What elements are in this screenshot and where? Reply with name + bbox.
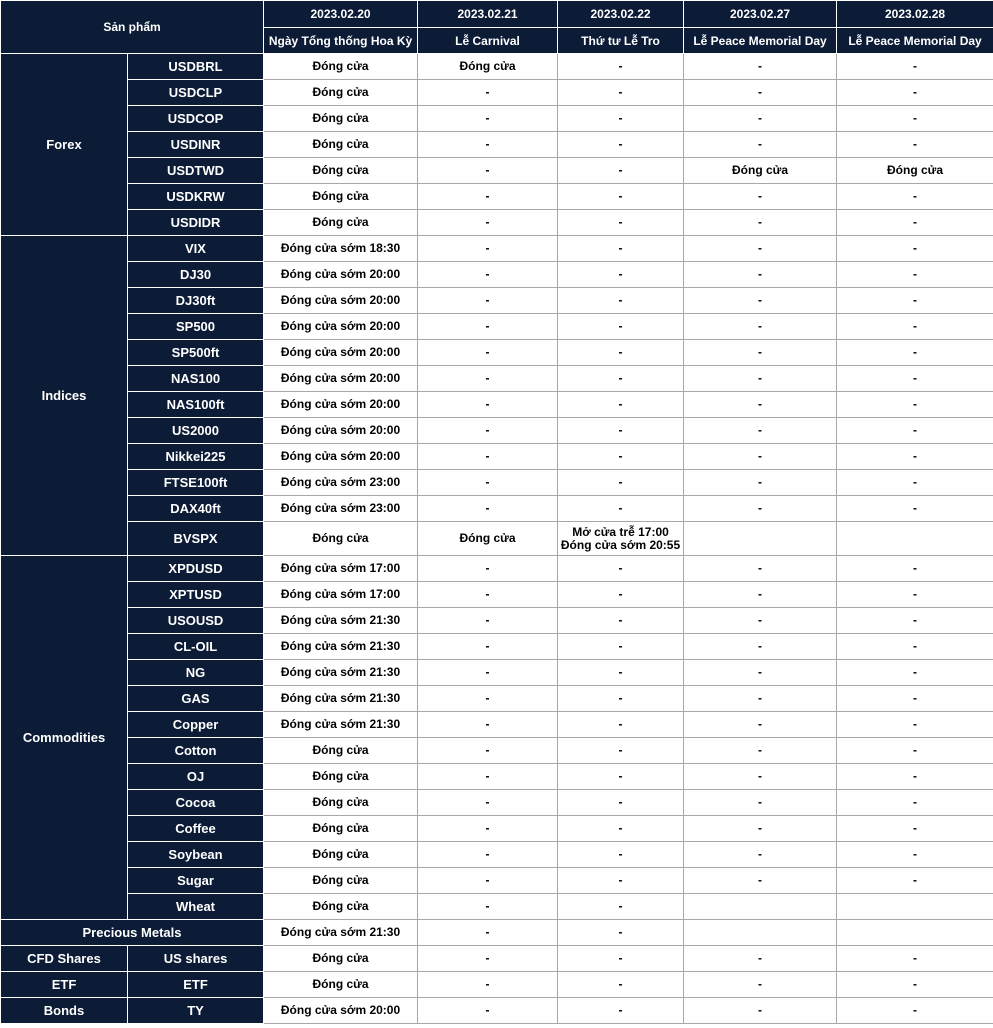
schedule-cell: Đóng cửa sớm 21:30 [264,608,418,634]
table-row [1,184,993,210]
schedule-cell: - [837,842,993,868]
schedule-cell: - [837,340,993,366]
schedule-cell: Đóng cửa [264,738,418,764]
schedule-cell: - [837,998,993,1024]
schedule-cell: - [418,686,558,712]
schedule-cell: - [558,790,684,816]
holiday-header-5: Lễ Peace Memorial Day [837,28,993,54]
schedule-cell: - [837,288,993,314]
product-cell: NG [128,660,264,686]
schedule-cell: - [837,972,993,998]
table-row [1,868,993,894]
table-row [1,314,993,340]
schedule-cell: - [837,106,993,132]
category-cell: Commodities [1,556,128,920]
schedule-cell: - [558,556,684,582]
schedule-cell: - [837,210,993,236]
table-row [1,634,993,660]
schedule-cell: - [684,634,837,660]
schedule-cell: Đóng cửa sớm 20:00 [264,418,418,444]
product-cell: DAX40ft [128,496,264,522]
schedule-cell: - [684,340,837,366]
schedule-cell: - [837,764,993,790]
schedule-cell: - [558,842,684,868]
table-row [1,366,993,392]
date-header-3: 2023.02.22 [558,1,684,28]
schedule-cell: - [558,392,684,418]
product-cell: DJ30 [128,262,264,288]
schedule-cell: - [837,418,993,444]
schedule-cell: - [558,418,684,444]
schedule-cell: - [558,236,684,262]
table-row [1,80,993,106]
schedule-cell: Đóng cửa [264,868,418,894]
schedule-cell: - [684,496,837,522]
date-header-5: 2023.02.28 [837,1,993,28]
product-cell: US shares [128,946,264,972]
schedule-cell: - [418,660,558,686]
schedule-cell: - [558,54,684,80]
schedule-cell: - [418,556,558,582]
product-cell: USDIDR [128,210,264,236]
schedule-cell: - [684,132,837,158]
product-cell: Nikkei225 [128,444,264,470]
schedule-cell: Đóng cửa [264,816,418,842]
schedule-cell: - [418,418,558,444]
schedule-cell: Đóng cửa [264,54,418,80]
schedule-cell [684,894,837,920]
schedule-cell: - [837,444,993,470]
schedule-cell: - [684,444,837,470]
schedule-cell: - [684,842,837,868]
schedule-cell: - [837,314,993,340]
schedule-cell: Đóng cửa [264,184,418,210]
table-row [1,444,993,470]
schedule-cell: - [418,80,558,106]
schedule-cell: - [837,496,993,522]
schedule-cell: Đóng cửa [264,842,418,868]
schedule-cell: - [837,660,993,686]
schedule-cell: - [558,80,684,106]
product-cell: TY [128,998,264,1024]
schedule-cell: - [558,314,684,340]
table-row [1,894,993,920]
schedule-cell: - [558,712,684,738]
table-row [1,340,993,366]
table-row [1,920,993,946]
category-cell: Precious Metals [1,920,264,946]
schedule-cell: - [558,998,684,1024]
schedule-cell: - [558,920,684,946]
holiday-header-3: Thứ tư Lễ Tro [558,28,684,54]
schedule-cell: - [837,184,993,210]
product-cell: OJ [128,764,264,790]
table-row [1,236,993,262]
product-cell: SP500 [128,314,264,340]
schedule-cell: - [418,842,558,868]
schedule-cell: - [684,868,837,894]
schedule-cell: - [684,816,837,842]
product-cell: XPTUSD [128,582,264,608]
table-row [1,418,993,444]
product-cell: Coffee [128,816,264,842]
product-cell: XPDUSD [128,556,264,582]
schedule-cell: Đóng cửa sớm 21:30 [264,712,418,738]
category-cell: ETF [1,972,128,998]
schedule-cell: - [558,946,684,972]
schedule-cell [837,522,993,556]
schedule-cell: - [684,418,837,444]
schedule-cell: - [558,582,684,608]
schedule-cell: - [837,946,993,972]
schedule-cell: Đóng cửa [837,158,993,184]
product-cell: GAS [128,686,264,712]
date-header-4: 2023.02.27 [684,1,837,28]
schedule-cell: - [684,998,837,1024]
product-cell: SP500ft [128,340,264,366]
schedule-cell: - [684,946,837,972]
product-cell: Sugar [128,868,264,894]
product-cell: Copper [128,712,264,738]
schedule-cell: - [558,262,684,288]
schedule-cell: Đóng cửa sớm 20:00 [264,392,418,418]
product-cell: NAS100ft [128,392,264,418]
schedule-cell: - [837,582,993,608]
table-row [1,106,993,132]
schedule-cell: - [684,764,837,790]
schedule-cell: - [558,132,684,158]
product-cell: Cotton [128,738,264,764]
schedule-cell: Đóng cửa [418,54,558,80]
category-cell: Indices [1,236,128,556]
schedule-cell: - [418,262,558,288]
schedule-cell: - [558,816,684,842]
schedule-cell: Đóng cửa [264,158,418,184]
schedule-cell: - [558,106,684,132]
schedule-cell: - [837,790,993,816]
schedule-cell: Mở cửa trễ 17:00 Đóng cửa sớm 20:55 [558,522,684,556]
product-cell: USDCLP [128,80,264,106]
schedule-cell: - [684,288,837,314]
schedule-cell: - [418,920,558,946]
schedule-cell: - [837,132,993,158]
table-row [1,946,993,972]
schedule-cell: - [684,470,837,496]
schedule-cell: - [558,470,684,496]
schedule-cell: - [684,236,837,262]
schedule-cell: - [418,158,558,184]
schedule-cell: - [558,158,684,184]
product-cell: Cocoa [128,790,264,816]
schedule-cell: - [418,764,558,790]
product-cell: VIX [128,236,264,262]
category-cell: Forex [1,54,128,236]
schedule-cell: - [837,236,993,262]
table-row [1,262,993,288]
table-row [1,582,993,608]
table-row [1,608,993,634]
schedule-cell [684,920,837,946]
schedule-cell: - [837,366,993,392]
schedule-cell: Đóng cửa sớm 20:00 [264,340,418,366]
schedule-cell: - [418,946,558,972]
holiday-header-4: Lễ Peace Memorial Day [684,28,837,54]
table-row [1,816,993,842]
schedule-cell: Đóng cửa sớm 20:00 [264,314,418,340]
schedule-cell: - [558,738,684,764]
product-cell: USDINR [128,132,264,158]
holiday-header-2: Lễ Carnival [418,28,558,54]
schedule-cell: Đóng cửa [264,80,418,106]
table-row [1,392,993,418]
table-row [1,288,993,314]
table-row [1,660,993,686]
schedule-cell: - [684,556,837,582]
schedule-cell: Đóng cửa [264,972,418,998]
schedule-cell: - [684,712,837,738]
schedule-cell: - [418,106,558,132]
schedule-cell: - [418,582,558,608]
table-row [1,158,993,184]
schedule-cell: - [558,288,684,314]
schedule-cell: - [418,392,558,418]
schedule-cell: - [558,444,684,470]
schedule-cell: - [418,972,558,998]
schedule-cell: - [684,106,837,132]
date-header-1: 2023.02.20 [264,1,418,28]
schedule-cell [837,894,993,920]
schedule-cell: - [558,972,684,998]
schedule-cell: - [684,184,837,210]
schedule-cell: - [837,262,993,288]
schedule-cell: - [837,712,993,738]
product-cell: USOUSD [128,608,264,634]
schedule-cell [684,522,837,556]
schedule-cell: - [558,366,684,392]
schedule-cell: Đóng cửa [264,790,418,816]
schedule-cell: - [418,608,558,634]
schedule-cell: Đóng cửa sớm 20:00 [264,444,418,470]
schedule-cell: - [684,210,837,236]
schedule-cell: - [418,738,558,764]
schedule-cell: - [837,80,993,106]
schedule-cell: - [418,314,558,340]
product-cell: ETF [128,972,264,998]
schedule-cell: - [418,894,558,920]
product-cell: USDTWD [128,158,264,184]
schedule-cell: - [837,738,993,764]
schedule-cell: - [418,868,558,894]
schedule-cell: - [684,54,837,80]
category-cell: CFD Shares [1,946,128,972]
schedule-cell: - [558,868,684,894]
table-row [1,998,993,1024]
product-cell: CL-OIL [128,634,264,660]
schedule-cell: - [684,738,837,764]
table-row [1,522,993,556]
schedule-cell: Đóng cửa sớm 17:00 [264,556,418,582]
schedule-cell: - [418,470,558,496]
schedule-cell: - [418,288,558,314]
schedule-cell: - [558,894,684,920]
schedule-cell: - [418,132,558,158]
schedule-cell: Đóng cửa [684,158,837,184]
schedule-cell: Đóng cửa sớm 18:30 [264,236,418,262]
schedule-cell: - [558,634,684,660]
schedule-cell: - [837,470,993,496]
table-row [1,790,993,816]
schedule-cell: - [837,686,993,712]
schedule-cell: - [837,868,993,894]
schedule-cell: - [418,366,558,392]
schedule-cell [837,920,993,946]
schedule-cell: Đóng cửa sớm 20:00 [264,262,418,288]
schedule-cell: - [837,556,993,582]
table-row [1,712,993,738]
schedule-cell: - [837,392,993,418]
schedule-cell: - [684,582,837,608]
schedule-cell: - [837,54,993,80]
schedule-cell: Đóng cửa [264,894,418,920]
product-cell: USDBRL [128,54,264,80]
schedule-cell: Đóng cửa [264,106,418,132]
table-row [1,496,993,522]
product-cell: DJ30ft [128,288,264,314]
schedule-cell: - [558,496,684,522]
schedule-cell: Đóng cửa [264,522,418,556]
schedule-cell: Đóng cửa sớm 21:30 [264,660,418,686]
schedule-cell: - [558,686,684,712]
schedule-cell: Đóng cửa sớm 20:00 [264,288,418,314]
holiday-header-1: Ngày Tổng thống Hoa Kỳ [264,28,418,54]
schedule-cell: - [684,392,837,418]
schedule-cell: - [837,816,993,842]
schedule-cell: - [418,236,558,262]
schedule-cell: Đóng cửa sớm 23:00 [264,470,418,496]
table-row [1,132,993,158]
schedule-cell: Đóng cửa [264,946,418,972]
schedule-cell: - [418,210,558,236]
schedule-cell: - [558,340,684,366]
table-row [1,686,993,712]
schedule-cell: - [684,80,837,106]
schedule-cell: - [684,660,837,686]
schedule-cell: Đóng cửa [264,132,418,158]
schedule-cell: - [418,816,558,842]
schedule-cell: Đóng cửa sớm 21:30 [264,920,418,946]
schedule-cell: - [684,608,837,634]
schedule-cell: Đóng cửa [264,764,418,790]
schedule-cell: - [558,764,684,790]
table-row [1,54,993,80]
table-row [1,842,993,868]
product-cell: Wheat [128,894,264,920]
schedule-cell: - [558,210,684,236]
product-column-header: Sản phẩm [1,1,264,54]
schedule-cell: - [418,184,558,210]
table-row [1,556,993,582]
date-header-2: 2023.02.21 [418,1,558,28]
product-cell: USDKRW [128,184,264,210]
schedule-cell: Đóng cửa sớm 20:00 [264,366,418,392]
table-row [1,470,993,496]
schedule-cell: Đóng cửa sớm 23:00 [264,496,418,522]
schedule-cell: Đóng cửa sớm 21:30 [264,634,418,660]
schedule-cell: - [558,608,684,634]
schedule-cell: - [684,686,837,712]
table-row [1,764,993,790]
table-row [1,210,993,236]
schedule-cell: Đóng cửa sớm 17:00 [264,582,418,608]
table-header [1,1,993,54]
product-cell: FTSE100ft [128,470,264,496]
product-cell: US2000 [128,418,264,444]
schedule-cell: - [418,712,558,738]
table-row [1,738,993,764]
product-cell: BVSPX [128,522,264,556]
schedule-cell: Đóng cửa [418,522,558,556]
schedule-cell: - [684,972,837,998]
schedule-cell: Đóng cửa sớm 20:00 [264,998,418,1024]
category-cell: Bonds [1,998,128,1024]
schedule-cell: Đóng cửa sớm 21:30 [264,686,418,712]
product-cell: USDCOP [128,106,264,132]
schedule-cell: - [684,790,837,816]
schedule-cell: - [558,660,684,686]
schedule-cell: - [558,184,684,210]
schedule-cell: - [418,496,558,522]
table-row [1,972,993,998]
schedule-cell: - [418,998,558,1024]
product-cell: NAS100 [128,366,264,392]
table-body [1,54,993,1024]
schedule-cell: - [418,444,558,470]
schedule-cell: - [418,790,558,816]
schedule-cell: - [418,340,558,366]
schedule-cell: Đóng cửa [264,210,418,236]
schedule-cell: - [418,634,558,660]
schedule-cell: - [684,314,837,340]
product-cell: Soybean [128,842,264,868]
schedule-cell: - [837,634,993,660]
schedule-cell: - [684,366,837,392]
schedule-cell: - [684,262,837,288]
schedule-cell: - [837,608,993,634]
